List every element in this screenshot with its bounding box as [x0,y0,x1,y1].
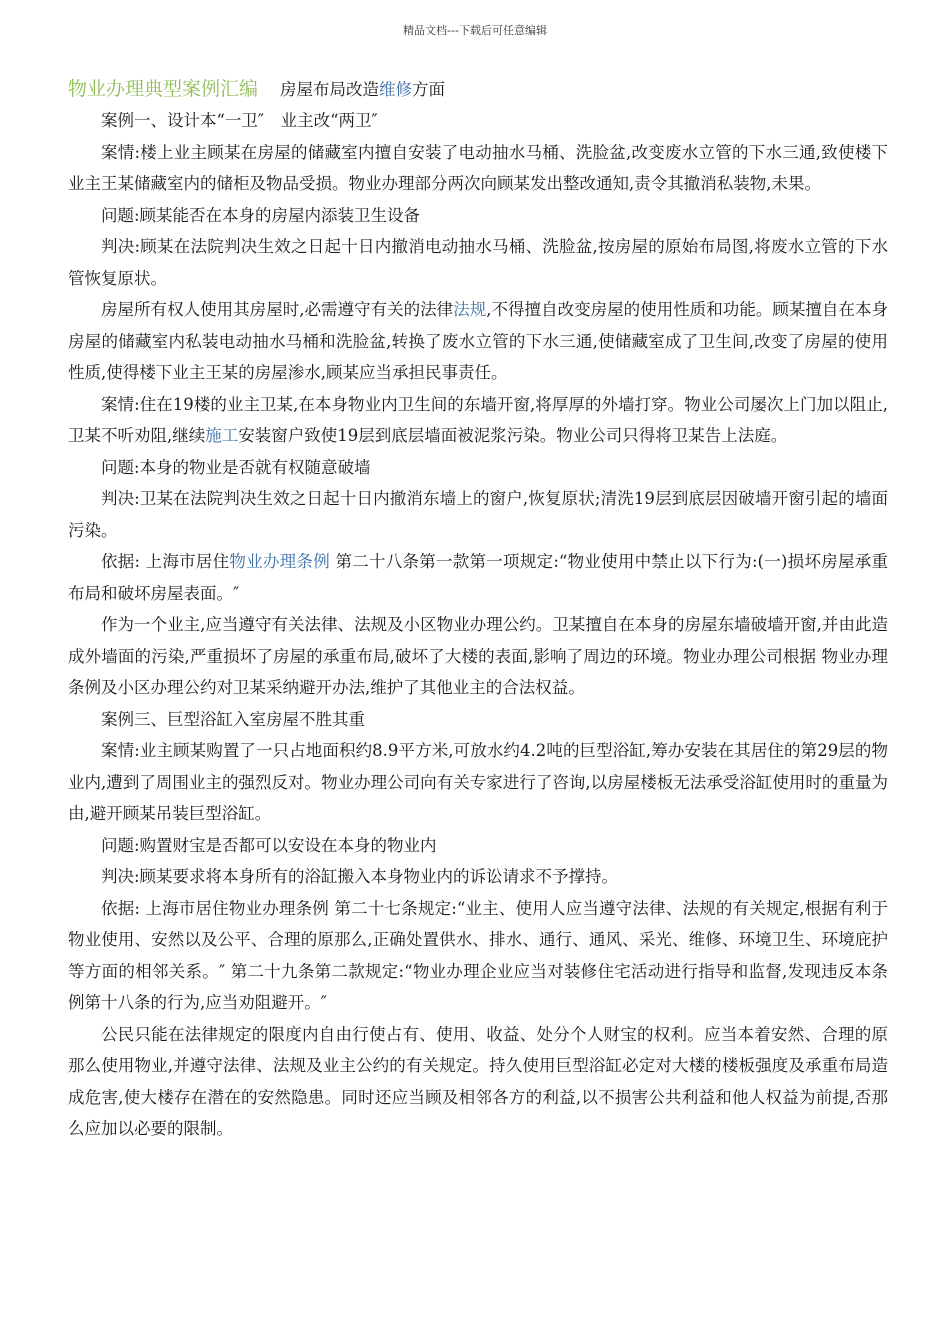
case2-verdict: 判决:卫某在法院判决生效之日起十日内撤消东墙上的窗户,恢复原状;清洗19层到底层因破墙开窗引起的墙面污染。 [68,489,888,540]
title-main: 物业办理典型案例汇编 [68,78,259,100]
case1-question: 问题:顾某能否在本身的房屋内添装卫生设备 [101,205,421,225]
case2-facts: 案情:住在19楼的业主卫某,在本身物业内卫生间的东墙开窗,将厚厚的外墙打穿。物业公司屡次上门加以阻止,卫某不听劝阻,继续施工安装窗户致使19层到底层墙面被泥浆污染。物业公司只得将卫某告上法庭。 [68,394,888,445]
document-title [68,74,888,105]
case3-heading: 案例三、巨型浴缸入室房屋不胜其重 [101,709,365,729]
case1-heading: 案例一、设计本“一卫″ 业主改“两卫″ [101,111,378,130]
case3-facts: 案情:业主顾某购置了一只占地面积约8.9平方米,可放水约4.2吨的巨型浴缸,筹办安装在其居住的第29层的物业内,遭到了周围业主的强烈反对。物业办理公司向有关专家进行了咨询,以房屋楼板无法承受浴缸使用时的重量为由,避开顾某吊装巨型浴缸。 [68,741,888,823]
case1-verdict: 判决:顾某在法院判决生效之日起十日内撤消电动抽水马桶、洗脸盆,按房屋的原始布局图,将废水立管的下水管恢复原状。 [68,237,888,288]
case2-question: 问题:本身的物业是否就有权随意破墙 [101,457,371,477]
case3-question: 问题:购置财宝是否都可以安设在本身的物业内 [101,835,437,855]
case3-verdict: 判决:顾某要求将本身所有的浴缸搬入本身物业内的诉讼请求不予撑持。 [101,867,619,886]
fagui-link[interactable]: 法规 [453,300,487,319]
case3-analysis: 公民只能在法律规定的限度内自由行使占有、使用、收益、处分个人财宝的权利。应当本着安然、合理的原那么使用物业,并遵守法律、法规及业主公约的有关规定。持久使用巨型浴缸必定对大楼的楼板强度及承重布局造成危害,使大楼存在潜在的安然隐患。同时还应当顾及相邻各方的利益,以不损害公共利益和他人权益为前提,否那么应加以必要的限制。 [68,1024,888,1138]
title-subtitle: 房屋布局改造维修方面 [280,80,446,99]
case1-analysis: 房屋所有权人使用其房屋时,必需遵守有关的法律法规,不得擅自改变房屋的使用性质和功能。顾某擅自在本身房屋的储藏室内私装电动抽水马桶和洗脸盆,转换了废水立管的下水三通,使储藏室成了卫生间,改变了房屋的使用性质,使得楼下业主王某的房屋渗水,顾某应当承担民事责任。 [68,300,888,382]
case3-basis: 依据: 上海市居住物业办理条例 第二十七条规定:“业主、使用人应当遵守法律、法规的有关规定,根据有利于物业使用、安然以及公平、合理的原那么,正确处置供水、排水、通行、通风、采光、维修、环境卫生、环境庇护等方面的相邻关系。″ 第二十九条第二款规定:“物业办理企业应当对装修住宅活动进行指导和监督,发现违反本条例第十八条的行为,应当劝阻避开。″ [68,898,888,1012]
page-header: 精品文档---下载后可任意编辑 [403,24,547,37]
case2-analysis: 作为一个业主,应当遵守有关法律、法规及小区物业办理公约。卫某擅自在本身的房屋东墙破墙开窗,并由此造成外墙面的污染,严重损坏了房屋的承重布局,破坏了大楼的表面,影响了周边的环境。物业办理公司根据 物业办理条例及小区办理公约对卫某采纳避开办法,维护了其他业主的合法权益。 [68,615,888,697]
shigong-link[interactable]: 施工 [205,426,239,445]
regulation-link[interactable]: 物业办理条例 [229,552,330,571]
document-body [68,74,888,1145]
case2-basis: 依据: 上海市居住物业办理条例 第二十八条第一款第一项规定:“物业使用中禁止以下行为:(一)损坏房屋承重布局和破坏房屋表面。″ [68,552,888,603]
weixiu-link[interactable]: 维修 [379,80,413,99]
case1-facts: 案情:楼上业主顾某在房屋的储藏室内擅自安装了电动抽水马桶、洗脸盆,改变废水立管的下水三通,致使楼下业主王某储藏室内的储柜及物品受损。物业办理部分两次向顾某发出整改通知,责令其撤消私装物,未果。 [68,142,888,193]
